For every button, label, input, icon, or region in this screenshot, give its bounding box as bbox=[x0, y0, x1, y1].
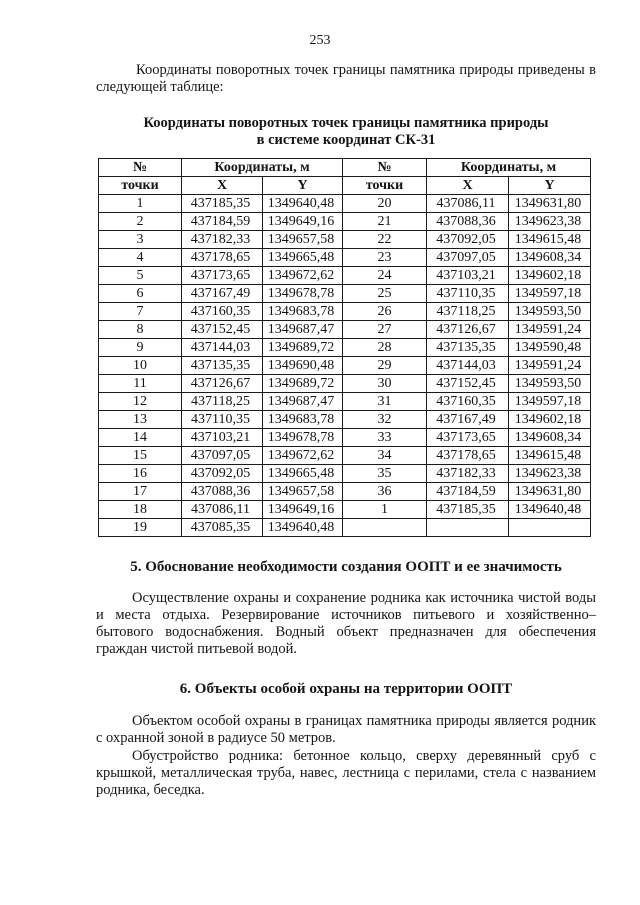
point-number-cell: 18 bbox=[99, 501, 182, 519]
point-number-cell: 13 bbox=[99, 411, 182, 429]
table-row bbox=[99, 357, 591, 375]
table-row bbox=[99, 195, 591, 213]
header-point-number-left: № bbox=[99, 159, 182, 177]
x-coordinate-cell: 437184,59 bbox=[427, 483, 509, 501]
point-number-cell: 19 bbox=[99, 519, 182, 537]
section-6-heading: 6. Объекты особой охраны на территории ООПТ bbox=[179, 681, 513, 697]
y-coordinate-cell: 1349615,48 bbox=[509, 447, 591, 465]
table-row bbox=[99, 303, 591, 321]
section-5-heading: 5. Обоснование необходимости создания ООПТ и ее значимость bbox=[130, 559, 562, 575]
table-row bbox=[99, 465, 591, 483]
y-coordinate-cell: 1349672,62 bbox=[263, 447, 343, 465]
y-coordinate-cell: 1349602,18 bbox=[509, 411, 591, 429]
point-number-cell bbox=[343, 519, 427, 537]
point-number-cell: 31 bbox=[343, 393, 427, 411]
header-point-label-left: точки bbox=[99, 177, 182, 195]
x-coordinate-cell: 437173,65 bbox=[182, 267, 263, 285]
y-coordinate-cell: 1349640,48 bbox=[263, 519, 343, 537]
y-coordinate-cell: 1349608,34 bbox=[509, 249, 591, 267]
x-coordinate-cell: 437110,35 bbox=[427, 285, 509, 303]
table-row bbox=[99, 249, 591, 267]
x-coordinate-cell: 437092,05 bbox=[427, 231, 509, 249]
table-header-row-bottom bbox=[99, 177, 591, 195]
point-number-cell: 29 bbox=[343, 357, 427, 375]
point-number-cell: 33 bbox=[343, 429, 427, 447]
y-coordinate-cell: 1349597,18 bbox=[509, 393, 591, 411]
header-point-number-right: № bbox=[343, 159, 427, 177]
x-coordinate-cell: 437126,67 bbox=[427, 321, 509, 339]
x-coordinate-cell: 437118,25 bbox=[427, 303, 509, 321]
x-coordinate-cell: 437092,05 bbox=[182, 465, 263, 483]
header-point-label-right: точки bbox=[343, 177, 427, 195]
x-coordinate-cell: 437088,36 bbox=[427, 213, 509, 231]
y-coordinate-cell: 1349649,16 bbox=[263, 213, 343, 231]
table-row bbox=[99, 483, 591, 501]
section-6-paragraph-2: Обустройство родника: бетонное кольцо, сверху деревянный сруб с крышкой, металлическая труба, навес, лестница с перилами, стела с названием родника, беседка. bbox=[96, 748, 596, 798]
header-x-left: X bbox=[182, 177, 263, 195]
point-number-cell: 34 bbox=[343, 447, 427, 465]
x-coordinate-cell: 437103,21 bbox=[182, 429, 263, 447]
x-coordinate-cell: 437160,35 bbox=[427, 393, 509, 411]
x-coordinate-cell: 437144,03 bbox=[427, 357, 509, 375]
y-coordinate-cell: 1349631,80 bbox=[509, 195, 591, 213]
y-coordinate-cell: 1349657,58 bbox=[263, 483, 343, 501]
y-coordinate-cell: 1349683,78 bbox=[263, 303, 343, 321]
x-coordinate-cell: 437088,36 bbox=[182, 483, 263, 501]
y-coordinate-cell: 1349689,72 bbox=[263, 339, 343, 357]
y-coordinate-cell: 1349590,48 bbox=[509, 339, 591, 357]
table-body bbox=[99, 195, 591, 537]
y-coordinate-cell: 1349640,48 bbox=[263, 195, 343, 213]
y-coordinate-cell: 1349665,48 bbox=[263, 465, 343, 483]
x-coordinate-cell: 437103,21 bbox=[427, 267, 509, 285]
y-coordinate-cell: 1349665,48 bbox=[263, 249, 343, 267]
x-coordinate-cell: 437184,59 bbox=[182, 213, 263, 231]
point-number-cell: 7 bbox=[99, 303, 182, 321]
point-number-cell: 22 bbox=[343, 231, 427, 249]
y-coordinate-cell: 1349631,80 bbox=[509, 483, 591, 501]
point-number-cell: 15 bbox=[99, 447, 182, 465]
x-coordinate-cell: 437135,35 bbox=[182, 357, 263, 375]
point-number-cell: 27 bbox=[343, 321, 427, 339]
y-coordinate-cell: 1349615,48 bbox=[509, 231, 591, 249]
point-number-cell: 25 bbox=[343, 285, 427, 303]
point-number-cell: 9 bbox=[99, 339, 182, 357]
header-y-left: Y bbox=[263, 177, 343, 195]
point-number-cell: 3 bbox=[99, 231, 182, 249]
page-number: 253 bbox=[309, 33, 331, 48]
point-number-cell: 32 bbox=[343, 411, 427, 429]
x-coordinate-cell: 437085,35 bbox=[182, 519, 263, 537]
table-row bbox=[99, 501, 591, 519]
x-coordinate-cell: 437152,45 bbox=[427, 375, 509, 393]
table-row bbox=[99, 285, 591, 303]
section-6-paragraph-1: Объектом особой охраны в границах памятника природы является родник с охранной зоной в радиусе 50 метров. bbox=[96, 713, 596, 746]
point-number-cell: 2 bbox=[99, 213, 182, 231]
point-number-cell: 26 bbox=[343, 303, 427, 321]
point-number-cell: 17 bbox=[99, 483, 182, 501]
x-coordinate-cell: 437086,11 bbox=[427, 195, 509, 213]
x-coordinate-cell: 437152,45 bbox=[182, 321, 263, 339]
table-title-line-2: в системе координат СК-31 bbox=[256, 132, 436, 148]
y-coordinate-cell: 1349672,62 bbox=[263, 267, 343, 285]
y-coordinate-cell: 1349690,48 bbox=[263, 357, 343, 375]
y-coordinate-cell: 1349687,47 bbox=[263, 393, 343, 411]
table-row bbox=[99, 411, 591, 429]
y-coordinate-cell: 1349593,50 bbox=[509, 303, 591, 321]
point-number-cell: 20 bbox=[343, 195, 427, 213]
x-coordinate-cell: 437110,35 bbox=[182, 411, 263, 429]
point-number-cell: 8 bbox=[99, 321, 182, 339]
table-title-line-1: Координаты поворотных точек границы памятника природы bbox=[143, 115, 549, 131]
table-row bbox=[99, 393, 591, 411]
table-row bbox=[99, 213, 591, 231]
point-number-cell: 1 bbox=[343, 501, 427, 519]
point-number-cell: 6 bbox=[99, 285, 182, 303]
y-coordinate-cell bbox=[509, 519, 591, 537]
point-number-cell: 24 bbox=[343, 267, 427, 285]
y-coordinate-cell: 1349678,78 bbox=[263, 285, 343, 303]
x-coordinate-cell: 437185,35 bbox=[182, 195, 263, 213]
x-coordinate-cell: 437118,25 bbox=[182, 393, 263, 411]
x-coordinate-cell: 437126,67 bbox=[182, 375, 263, 393]
table-row bbox=[99, 447, 591, 465]
y-coordinate-cell: 1349649,16 bbox=[263, 501, 343, 519]
point-number-cell: 1 bbox=[99, 195, 182, 213]
y-coordinate-cell: 1349678,78 bbox=[263, 429, 343, 447]
x-coordinate-cell: 437173,65 bbox=[427, 429, 509, 447]
point-number-cell: 14 bbox=[99, 429, 182, 447]
point-number-cell: 30 bbox=[343, 375, 427, 393]
point-number-cell: 28 bbox=[343, 339, 427, 357]
x-coordinate-cell: 437144,03 bbox=[182, 339, 263, 357]
table-row bbox=[99, 231, 591, 249]
x-coordinate-cell: 437185,35 bbox=[427, 501, 509, 519]
x-coordinate-cell: 437097,05 bbox=[427, 249, 509, 267]
y-coordinate-cell: 1349593,50 bbox=[509, 375, 591, 393]
point-number-cell: 12 bbox=[99, 393, 182, 411]
header-coordinates-right: Координаты, м bbox=[427, 159, 591, 177]
point-number-cell: 10 bbox=[99, 357, 182, 375]
table-row bbox=[99, 375, 591, 393]
x-coordinate-cell: 437167,49 bbox=[427, 411, 509, 429]
y-coordinate-cell: 1349623,38 bbox=[509, 213, 591, 231]
point-number-cell: 4 bbox=[99, 249, 182, 267]
section-5-paragraph: Осуществление охраны и сохранение родника как источника чистой воды и места отдыха. Резервирование источников питьевого и хозяйственно–бытового водоснабжения. Водный объект предназначен для обеспечения граждан чистой питьевой водой. bbox=[96, 590, 596, 657]
x-coordinate-cell: 437182,33 bbox=[182, 231, 263, 249]
x-coordinate-cell bbox=[427, 519, 509, 537]
x-coordinate-cell: 437160,35 bbox=[182, 303, 263, 321]
y-coordinate-cell: 1349623,38 bbox=[509, 465, 591, 483]
intro-paragraph: Координаты поворотных точек границы памятника природы приведены в следующей таблице: bbox=[96, 62, 596, 95]
y-coordinate-cell: 1349591,24 bbox=[509, 357, 591, 375]
table-row bbox=[99, 339, 591, 357]
y-coordinate-cell: 1349657,58 bbox=[263, 231, 343, 249]
y-coordinate-cell: 1349608,34 bbox=[509, 429, 591, 447]
x-coordinate-cell: 437135,35 bbox=[427, 339, 509, 357]
point-number-cell: 16 bbox=[99, 465, 182, 483]
point-number-cell: 11 bbox=[99, 375, 182, 393]
y-coordinate-cell: 1349687,47 bbox=[263, 321, 343, 339]
point-number-cell: 35 bbox=[343, 465, 427, 483]
y-coordinate-cell: 1349591,24 bbox=[509, 321, 591, 339]
y-coordinate-cell: 1349683,78 bbox=[263, 411, 343, 429]
table-title bbox=[96, 115, 596, 149]
header-x-right: X bbox=[427, 177, 509, 195]
x-coordinate-cell: 437182,33 bbox=[427, 465, 509, 483]
y-coordinate-cell: 1349640,48 bbox=[509, 501, 591, 519]
table-row bbox=[99, 519, 591, 537]
x-coordinate-cell: 437178,65 bbox=[182, 249, 263, 267]
header-y-right: Y bbox=[509, 177, 591, 195]
x-coordinate-cell: 437086,11 bbox=[182, 501, 263, 519]
y-coordinate-cell: 1349602,18 bbox=[509, 267, 591, 285]
x-coordinate-cell: 437167,49 bbox=[182, 285, 263, 303]
header-coordinates-left: Координаты, м bbox=[182, 159, 343, 177]
y-coordinate-cell: 1349597,18 bbox=[509, 285, 591, 303]
point-number-cell: 21 bbox=[343, 213, 427, 231]
table-row bbox=[99, 321, 591, 339]
point-number-cell: 23 bbox=[343, 249, 427, 267]
coordinates-table bbox=[98, 158, 591, 537]
table-row bbox=[99, 429, 591, 447]
point-number-cell: 5 bbox=[99, 267, 182, 285]
x-coordinate-cell: 437178,65 bbox=[427, 447, 509, 465]
x-coordinate-cell: 437097,05 bbox=[182, 447, 263, 465]
point-number-cell: 36 bbox=[343, 483, 427, 501]
y-coordinate-cell: 1349689,72 bbox=[263, 375, 343, 393]
table-row bbox=[99, 267, 591, 285]
table-header-row-top bbox=[99, 159, 591, 177]
